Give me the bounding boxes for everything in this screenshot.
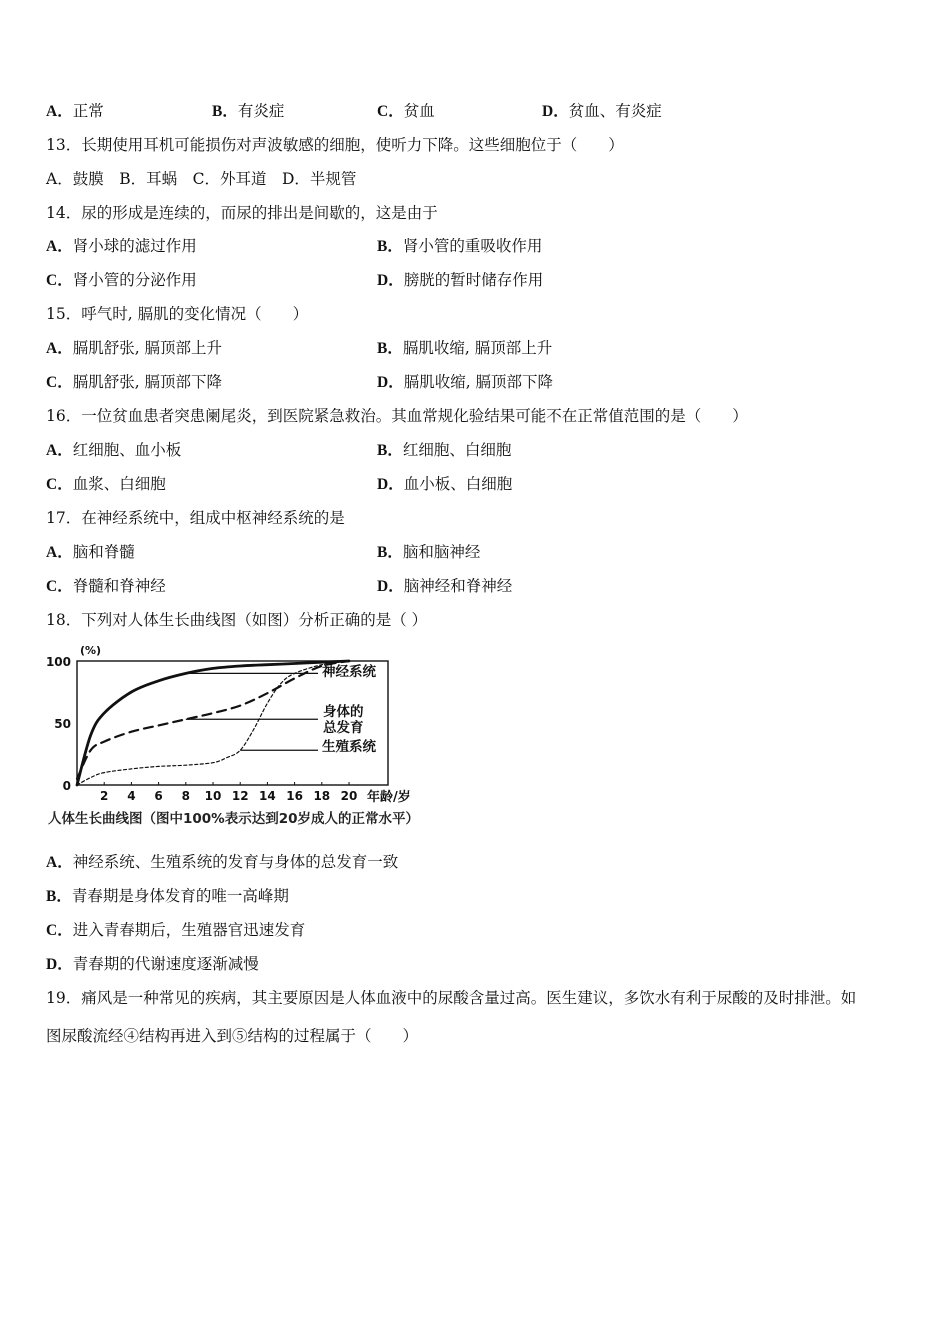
option-letter: A．: [46, 340, 73, 357]
series-label: 总发育: [323, 720, 364, 736]
y-tick-label: 0: [62, 779, 71, 793]
option-letter: C．: [377, 103, 404, 120]
option-text: 血浆、白细胞: [72, 475, 166, 493]
q18-option-c: [46, 919, 305, 942]
q14-option-a: [46, 235, 197, 258]
option-text: 膈肌收缩, 膈顶部上升: [402, 339, 553, 357]
option-letter: C．: [46, 272, 73, 289]
series-nervous-system: [77, 661, 349, 785]
option-text: 脑和脑神经: [402, 543, 481, 561]
q12-option-d: [542, 100, 662, 123]
option-letter: A．: [46, 544, 73, 561]
option-text: 膈肌收缩, 膈顶部下降: [403, 373, 554, 391]
option-text: 脊髓和脊神经: [72, 577, 166, 595]
option-letter: B．: [46, 888, 72, 905]
x-tick-label: 2: [100, 789, 109, 803]
q18-stem: 18．下列对人体生长曲线图（如图）分析正确的是（ ）: [46, 611, 428, 629]
option-letter: C．: [46, 374, 73, 391]
option-text: 青春期是身体发育的唯一高峰期: [71, 887, 289, 905]
option-letter: B．: [377, 340, 403, 357]
option-text: 贫血、有炎症: [568, 102, 662, 120]
series-label: 神经系统: [322, 664, 376, 680]
x-tick-label: 6: [154, 789, 163, 803]
option-text: 肾小球的滤过作用: [72, 237, 197, 255]
series-body-development: [77, 661, 349, 779]
option-text: 脑神经和脊神经: [403, 577, 513, 595]
x-tick-label: 14: [259, 789, 276, 803]
q16-option-b: [377, 439, 511, 462]
q16-option-d: [377, 473, 512, 496]
option-letter: A．: [46, 238, 73, 255]
option-letter: A．: [46, 103, 73, 120]
option-text: 有炎症: [237, 102, 285, 120]
series-reproductive-system: [77, 661, 349, 785]
q15-option-c: [46, 371, 222, 394]
option-text: 膈肌舒张, 膈顶部上升: [72, 339, 223, 357]
option-text: 进入青春期后，生殖器官迅速发育: [72, 921, 306, 939]
q18-option-a: [46, 851, 398, 874]
x-tick-label: 16: [286, 789, 303, 803]
y-tick-label: 50: [54, 717, 71, 731]
q14-option-d: [377, 269, 543, 292]
q17-option-d: [377, 575, 512, 598]
q15-option-a: [46, 337, 222, 360]
option-letter: A．: [46, 442, 73, 459]
q17-option-c: [46, 575, 166, 598]
option-text: 肾小管的分泌作用: [72, 271, 197, 289]
q14-stem: 14．尿的形成是连续的，而尿的排出是间歇的，这是由于: [46, 204, 438, 222]
q14-option-b: [377, 235, 542, 258]
option-text: 贫血: [403, 102, 435, 120]
option-text: 肾小管的重吸收作用: [402, 237, 543, 255]
option-letter: B．: [377, 544, 403, 561]
option-text: 膀胱的暂时储存作用: [403, 271, 544, 289]
x-tick-label: 10: [204, 789, 222, 803]
q15-option-b: [377, 337, 552, 360]
q19-stem-line1: 19．痛风是一种常见的疾病，其主要原因是人体血液中的尿酸含量过高。医生建议，多饮水有利于尿酸的及时排泄。如: [46, 989, 857, 1007]
q13-options: A．鼓膜 B．耳蜗 C．外耳道 D．半规管: [46, 170, 357, 188]
x-tick-label: 18: [313, 789, 331, 803]
x-tick-label: 12: [231, 789, 249, 803]
q15-option-d: [377, 371, 553, 394]
option-letter: D．: [377, 578, 404, 595]
option-letter: C．: [46, 578, 73, 595]
option-text: 青春期的代谢速度逐渐减慢: [72, 955, 259, 973]
series-label: 生殖系统: [322, 739, 376, 755]
x-tick-label: 20: [340, 789, 358, 803]
option-text: 正常: [72, 102, 104, 120]
option-letter: A．: [46, 854, 73, 871]
growth-curve-chart: [40, 642, 480, 832]
q16-option-a: [46, 439, 181, 462]
option-text: 红细胞、白细胞: [402, 441, 512, 459]
option-letter: B．: [212, 103, 238, 120]
option-letter: D．: [542, 103, 569, 120]
q19-stem-line2: 图尿酸流经④结构再进入到⑤结构的过程属于（ ）: [46, 1027, 419, 1045]
option-letter: D．: [46, 956, 73, 973]
option-letter: D．: [377, 272, 404, 289]
q18-option-b: [46, 885, 289, 908]
option-letter: C．: [46, 922, 73, 939]
series-label: 身体的: [323, 704, 364, 720]
option-text: 血小板、白细胞: [403, 475, 513, 493]
chart-labels: [186, 663, 377, 755]
q17-option-a: [46, 541, 135, 564]
option-letter: B．: [377, 238, 403, 255]
q17-option-b: [377, 541, 480, 564]
option-text: 脑和脊髓: [72, 543, 135, 561]
option-letter: C．: [46, 476, 73, 493]
x-tick-label: 8: [181, 789, 190, 803]
option-text: 红细胞、血小板: [72, 441, 182, 459]
q12-option-a: [46, 100, 104, 123]
y-axis-label: (%): [80, 644, 102, 657]
chart-series: [77, 661, 349, 785]
q17-stem: 17．在神经系统中，组成中枢神经系统的是: [46, 509, 345, 527]
q16-option-c: [46, 473, 166, 496]
chart-caption: 人体生长曲线图（图中100%表示达到20岁成人的正常水平）: [48, 811, 419, 827]
q12-option-c: [377, 100, 435, 123]
y-tick-label: 100: [45, 655, 71, 669]
x-axis-label: 年龄/岁: [367, 790, 411, 805]
q18-option-d: [46, 953, 259, 976]
option-letter: D．: [377, 476, 404, 493]
q15-stem: 15．呼气时, 膈肌的变化情况（ ）: [46, 305, 309, 323]
option-letter: B．: [377, 442, 403, 459]
option-text: 神经系统、生殖系统的发育与身体的总发育一致: [72, 853, 399, 871]
option-text: 膈肌舒张, 膈顶部下降: [72, 373, 223, 391]
x-tick-label: 4: [127, 789, 136, 803]
q12-option-b: [212, 100, 284, 123]
q14-option-c: [46, 269, 197, 292]
q13-stem: 13．长期使用耳机可能损伤对声波敏感的细胞，使听力下降。这些细胞位于（ ）: [46, 136, 624, 154]
q16-stem: 16．一位贫血患者突患阑尾炎，到医院紧急救治。其血常规化验结果可能不在正常值范围的是（ ）: [46, 407, 748, 425]
option-letter: D．: [377, 374, 404, 391]
